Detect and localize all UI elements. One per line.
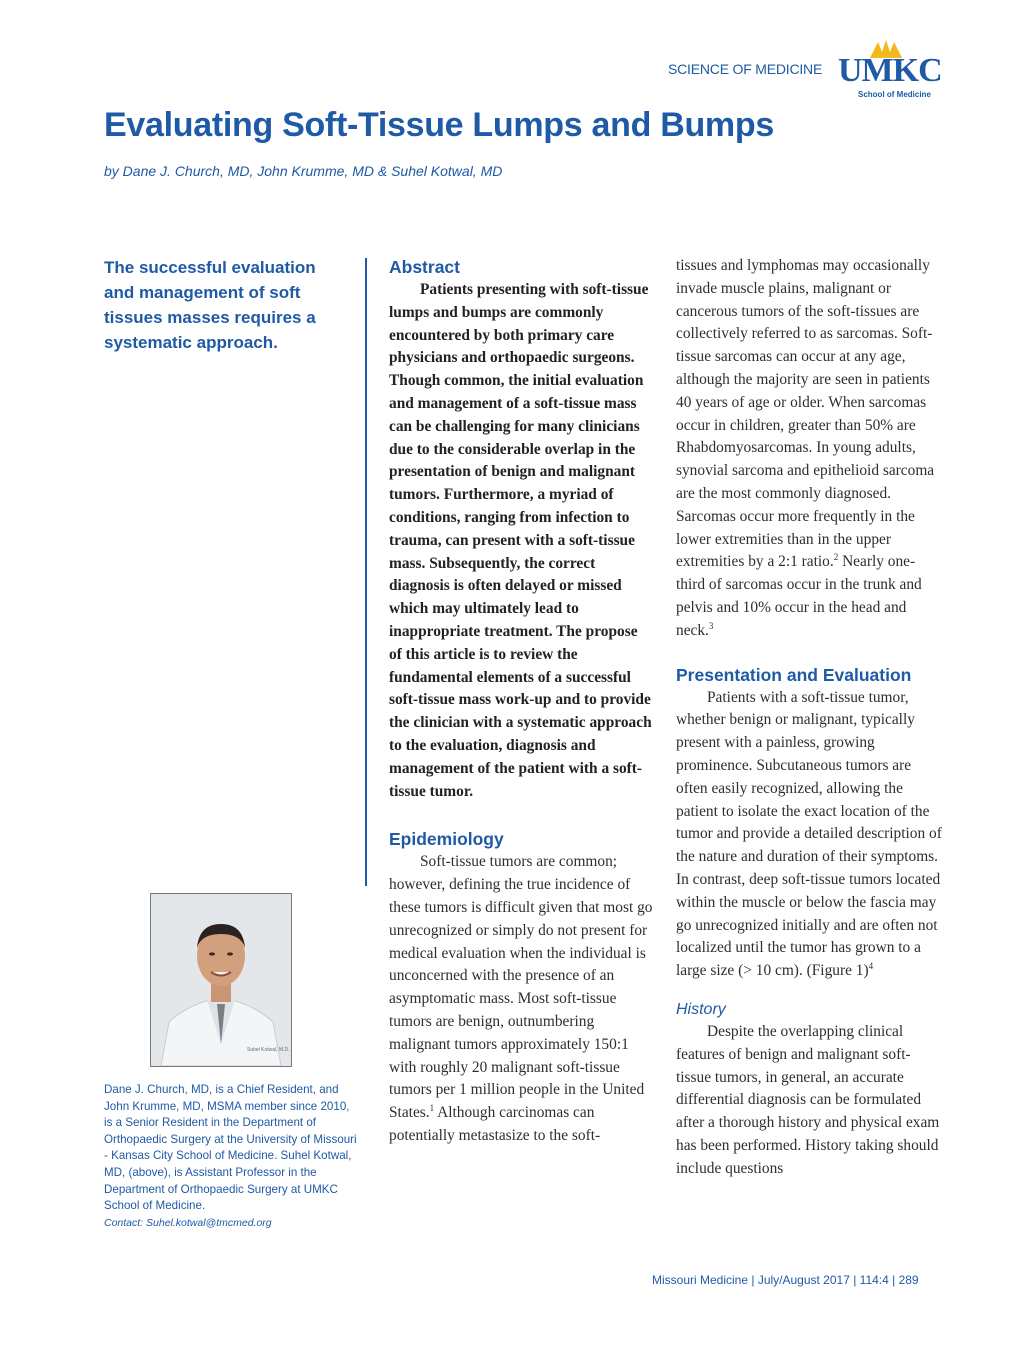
reference-2: 2: [833, 552, 839, 563]
reference-3: 3: [708, 620, 714, 631]
column-divider: [365, 258, 367, 886]
author-bio-text: Dane J. Church, MD, is a Chief Resident, and John Krumme, MD, MSMA member since 2010, is a Senior Resident in the Department of Orthopaedic Surgery at the University of Missouri - Kansas City School of Medicine. Suhel Kotwal, MD, (above), is Assistant Professor in the Department of Orthopaedic Surgery at UMKC School of Medicine.: [104, 1083, 357, 1213]
epidemiology-text-a: Soft-tissue tumors are common; however, defining the true incidence of these tumors is difficult given that most go unrecognized or simply do not present for medical evaluation when the individual is unconcerned with the presence of an asymptomatic mass. Most soft-tissue tumors are benign, outnumbering malignant tumors approximately 150:1 with roughly 20 malignant soft-tissue tumors per 1 million people in the United States.: [389, 853, 653, 1122]
article-title: Evaluating Soft-Tissue Lumps and Bumps: [104, 106, 774, 144]
umkc-logo: [838, 38, 942, 102]
epidemiology-cont-a: tissues and lymphomas may occasionally invade muscle plains, malignant or cancerous tumors of the soft-tissues are collectively referred to as sarcomas. Soft-tissue sarcomas can occur at any age, although the majority are seen in patients 40 years of age or older. When sarcomas occur in children, greater than 50% are Rhabdomyosarcomas. In young adults, synovial sarcoma and epithelioid sarcoma are the most commonly diagnosed. Sarcomas occur more frequently in the lower extremities than in the upper extremities by a 2:1 ratio.: [676, 257, 935, 571]
contact-email[interactable]: Contact: Suhel.kotwal@tmcmed.org: [104, 1216, 272, 1229]
presentation-heading: Presentation and Evaluation: [676, 664, 912, 685]
epidemiology-heading: Epidemiology: [389, 829, 504, 850]
history-text: Despite the overlapping clinical features of benign and malignant soft-tissue tumors, in general, an accurate differential diagnosis can be formulated after a thorough history and physical exam has been performed. History taking should include questions: [676, 1022, 940, 1177]
pull-quote: The successful evaluation and management of soft tissues masses requires a systematic approach.: [104, 258, 316, 352]
logo-wordmark: UMKC: [838, 52, 942, 89]
section-label: SCIENCE OF MEDICINE: [668, 61, 823, 77]
reference-4: 4: [868, 960, 874, 971]
history-heading: History: [676, 1000, 726, 1018]
presentation-text-body: Patients with a soft-tissue tumor, whether benign or malignant, typically present with a painless, growing prominence. Subcutaneous tumors are often easily recognized, allowing the patient to isolate the exact location of the tumor and provide a detailed description of the nature and duration of their symptoms. In contrast, deep soft-tissue tumors located within the muscle or below the fascia may go unrecognized initially and are often not localized until the tumor has grown to a large size (> 10 cm). (Figure 1): [676, 688, 942, 980]
middle-column: [389, 255, 654, 1148]
right-column: [676, 255, 944, 1180]
author-photo: [150, 893, 292, 1067]
photo-caption: Suhel Kotwal, M.D.: [247, 1047, 290, 1053]
page-footer: Missouri Medicine | July/August 2017 | 114:4 | 289: [652, 1273, 919, 1287]
reference-1: 1: [429, 1102, 435, 1113]
abstract-text: Patients presenting with soft-tissue lumps and bumps are commonly encountered by both primary care physicians and orthopaedic surgeons. Though common, the initial evaluation and management of a soft-tissue mass can be challenging for many clinicians due to the considerable overlap in the presentation of benign and malignant tumors. Furthermore, a myriad of conditions, ranging from infection to trauma, can present with a soft-tissue mass. Subsequently, the correct diagnosis is often delayed or missed which may ultimately lead to inappropriate treatment. The propose of this article is to review the fundamental elements of a successful soft-tissue mass work-up and to provide the clinician with a systematic approach to the evaluation, diagnosis and management of the patient with a soft-tissue tumor.: [389, 281, 652, 800]
epidemiology-text-b: Although carcinomas can potentially metastasize to the soft-: [389, 1104, 601, 1144]
author-portrait-image: [151, 894, 291, 1066]
epidemiology-cont-b: Nearly one-third of sarcomas occur in the trunk and pelvis and 10% occur in the head and neck.: [676, 553, 922, 639]
presentation-text: [676, 687, 944, 983]
abstract-heading: Abstract: [389, 257, 460, 277]
epidemiology-text: [389, 851, 654, 1147]
article-byline: by Dane J. Church, MD, John Krumme, MD & Suhel Kotwal, MD: [104, 163, 503, 179]
author-bio: [104, 1082, 359, 1231]
epidemiology-continued: [676, 255, 944, 643]
logo-subtitle: School of Medicine: [858, 90, 931, 99]
